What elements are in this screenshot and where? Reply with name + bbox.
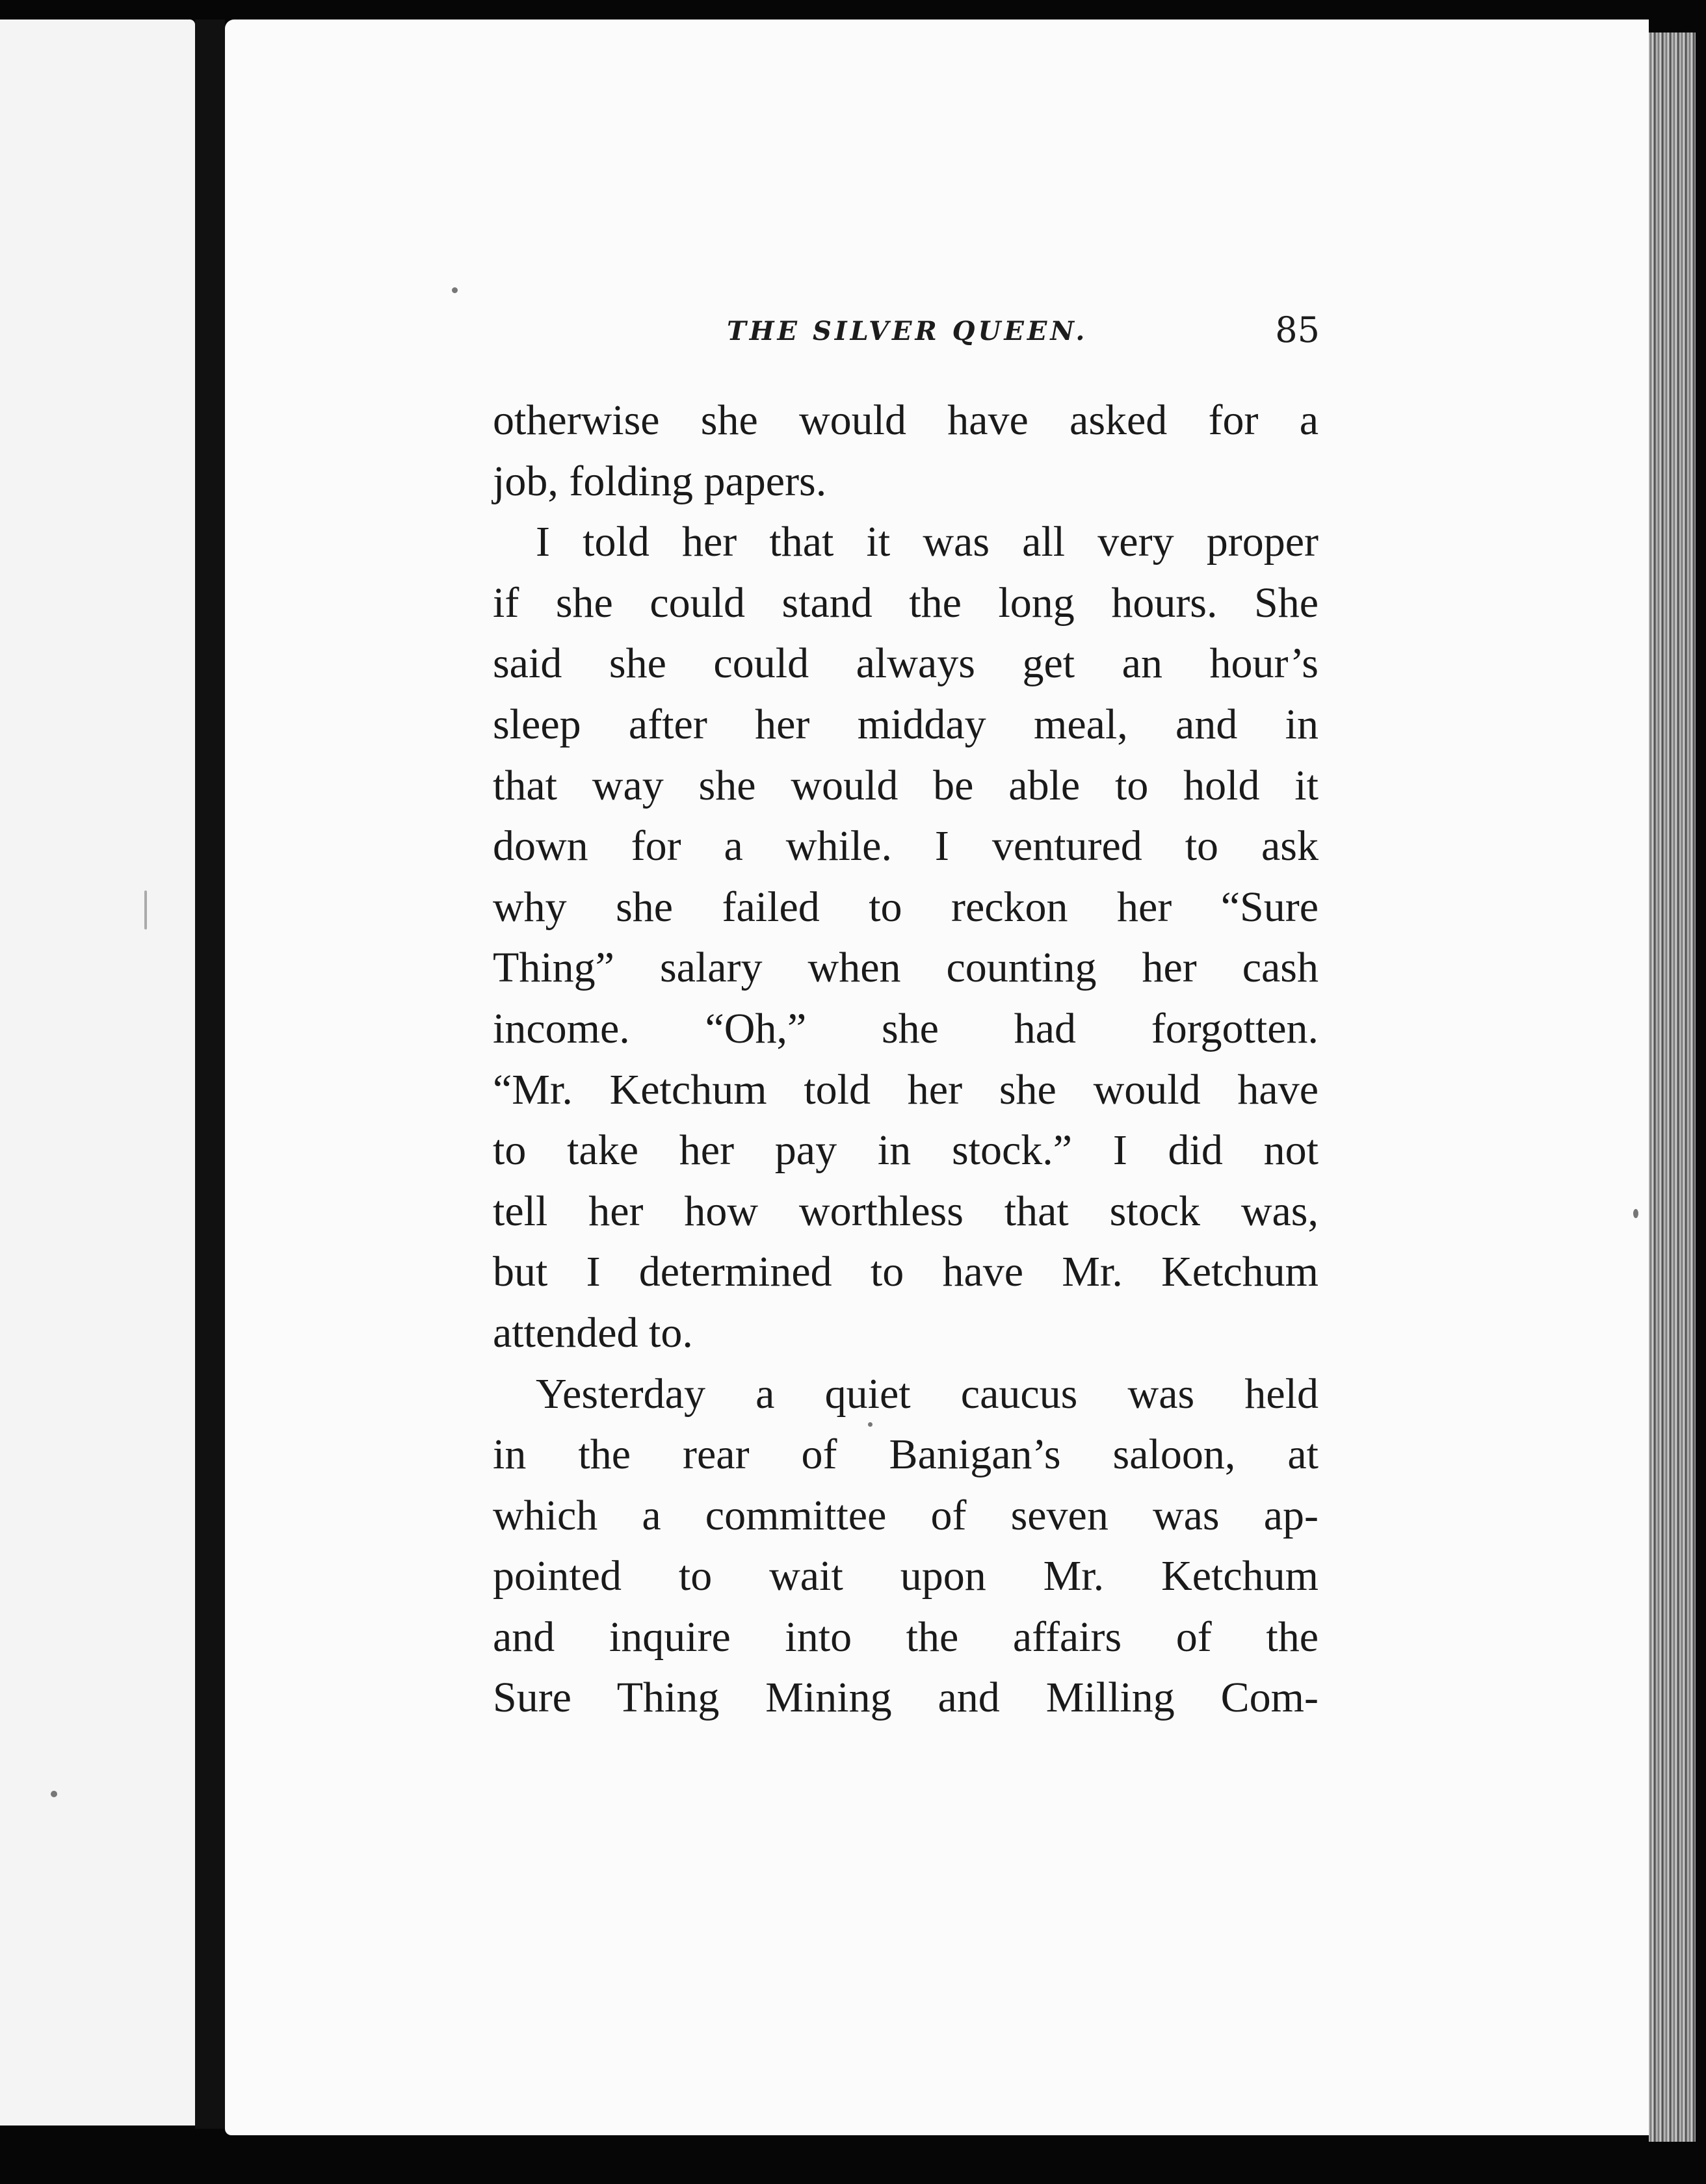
text-line: in the rear of Banigan’s saloon, at	[493, 1431, 1319, 1479]
text-line: said she could always get an hour’s	[493, 640, 1319, 688]
text-line: which a committee of seven was ap-	[493, 1491, 1319, 1539]
dust-speck	[868, 1422, 873, 1427]
text-line: but I determined to have Mr. Ketchum	[493, 1248, 1319, 1296]
text-line: income. “Oh,” she had forgotten.	[493, 1004, 1319, 1052]
dust-speck	[1633, 1209, 1638, 1218]
text-line: pointed to wait upon Mr. Ketchum	[493, 1552, 1319, 1600]
scan-mark	[144, 890, 147, 930]
text-line: that way she would be able to hold it	[493, 761, 1319, 809]
dust-speck	[51, 1791, 57, 1797]
facing-page-edge	[0, 20, 195, 2126]
paragraph-1	[493, 390, 1319, 512]
running-title: THE SILVER QUEEN.	[727, 316, 1088, 346]
text-line: why she failed to reckon her “Sure	[493, 883, 1319, 931]
text-line: otherwise she would have asked for a	[493, 396, 1319, 444]
text-line: Thing” salary when counting her cash	[493, 944, 1319, 992]
text-line: Sure Thing Mining and Milling Com-	[493, 1674, 1319, 1722]
text-line: if she could stand the long hours. She	[493, 578, 1319, 627]
paragraph-3	[493, 1364, 1319, 1729]
text-line: tell her how worthless that stock was,	[493, 1187, 1319, 1235]
text-line: to take her pay in stock.” I did not	[493, 1126, 1319, 1175]
text-line: job, folding papers.	[493, 457, 827, 505]
paragraph-2	[493, 512, 1319, 1363]
text-line: sleep after her midday meal, and in	[493, 700, 1319, 748]
dust-speck	[452, 287, 458, 293]
text-line: Yesterday a quiet caucus was held	[536, 1370, 1319, 1418]
page-stack-edge	[1649, 32, 1696, 2142]
text-line: “Mr. Ketchum told her she would have	[493, 1065, 1319, 1113]
book-gutter	[195, 20, 225, 2129]
text-line: down for a while. I ventured to ask	[493, 822, 1319, 870]
page-number: 85	[1275, 309, 1320, 350]
body-text	[493, 390, 1319, 1728]
text-line: and inquire into the affairs of the	[493, 1613, 1319, 1661]
text-line: I told her that it was all very proper	[536, 518, 1319, 566]
text-line: attended to.	[493, 1308, 693, 1357]
page-header	[727, 309, 1320, 351]
